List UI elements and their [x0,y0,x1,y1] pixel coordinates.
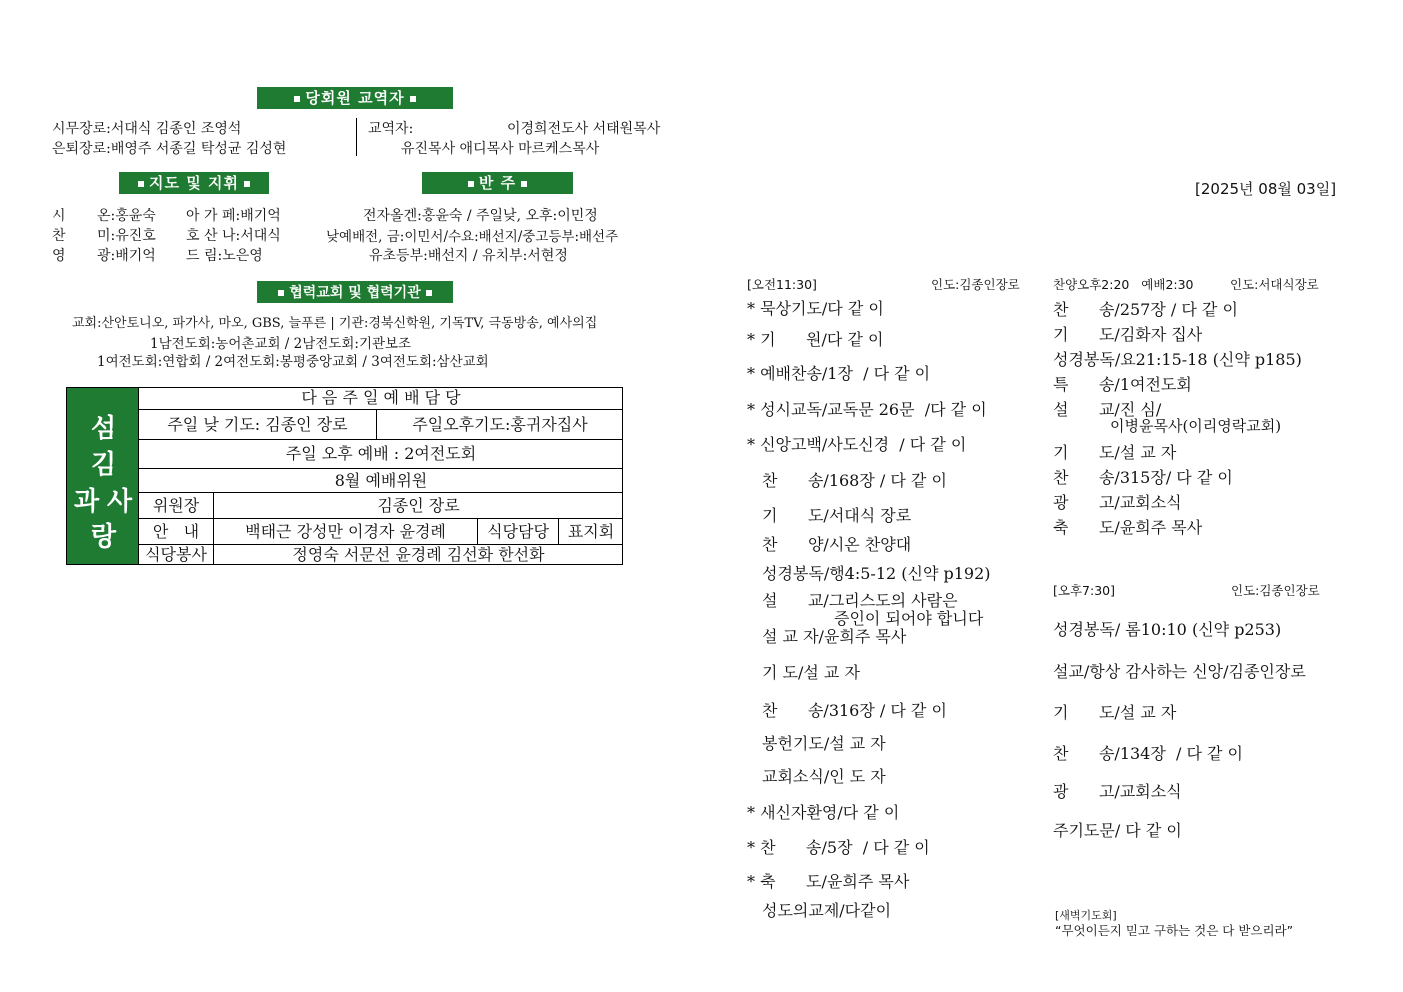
evening-item: 설교/항상 감사하는 신앙/김종인장로 [1053,662,1306,681]
afternoon-item: 기 도/설 교 자 [1053,443,1177,462]
evening-item: 찬 송/134장 / 다 같 이 [1053,744,1244,763]
ministers-label: 교역자: [368,121,414,137]
afternoon-item: 찬 송/257장 / 다 같 이 [1053,300,1238,319]
guide-label: 안 내 [138,518,213,544]
bulletin-date: [2025년 08월 03일] [1195,180,1337,198]
duty-side-label: 섬 김 과 사 랑 [67,388,138,564]
guidance-row-1-c: 아 가 페:배기억 [186,208,281,224]
ministers-line2: 유진목사 애디목사 마르케스목사 [401,141,600,157]
afternoon-item: 기 도/김화자 집사 [1053,325,1203,344]
retired-elders: 은퇴장로:배영주 서종길 탁성균 김성현 [52,141,287,157]
guidance-row-3-a: 영 [52,248,66,264]
guidance-header [119,172,269,194]
morning-item: * 예배찬송/1장 / 다 같 이 [747,364,931,383]
morning-item: 봉헌기도/설 교 자 [762,734,886,753]
morning-item: * 신앙고백/사도신경 / 다 같 이 [747,435,967,454]
morning-item: 성도의교제/다같이 [762,901,892,920]
morning-item: * 새신자환영/다 같 이 [747,803,900,822]
morning-item: * 찬 송/5장 / 다 같 이 [747,838,930,857]
accompany-title: 반 주 [478,174,517,192]
morning-item: 증인이 되어야 합니다 [834,609,984,628]
accompany-line-2: 낮예배전, 금:이민서/수요:배선지/중고등부:배선주 [326,229,619,245]
morning-item: 설 교 자/윤희주 목사 [762,627,907,646]
officers-title: 당회원 교역자 [305,89,405,107]
afternoon-item: 성경봉독/요21:15-18 (신약 p185) [1053,350,1302,369]
morning-item: 교회소식/인 도 자 [762,767,886,786]
morning-item: 성경봉독/행4:5-12 (신약 p192) [762,564,991,583]
afternoon-item: 설 교/진 심/ [1053,400,1162,419]
morning-time: [오전11:30] [747,277,817,292]
dawn-label: [새벽기도회] [1055,909,1117,922]
evening-item: 성경봉독/ 롬10:10 (신약 p253) [1053,620,1282,639]
accompany-header [422,172,573,194]
guidance-row-2-a: 찬 [52,228,66,244]
morning-leader: 인도:김종인장로 [931,277,1020,292]
morning-item: * 축 도/윤희주 목사 [747,872,910,891]
service-label: 식당봉사 [138,544,213,564]
evening-leader: 인도:김종인장로 [1231,583,1320,598]
guidance-row-2-b: 미:유진호 [97,228,156,244]
evening-item: 광 고/교회소식 [1053,782,1182,801]
evening-time: [오후7:30] [1053,583,1115,598]
partners-line-2: 1남전도회:농어촌교회 / 2남전도회:기관보조 [150,336,412,352]
afternoon-leader: 인도:서대식장로 [1230,277,1319,292]
committee-title: 8월 예배위원 [138,468,623,492]
service-names: 정영숙 서문선 윤경례 김선화 한선화 [213,544,623,564]
afternoon-item: 특 송/1여전도회 [1053,375,1192,394]
partners-title: 협력교회 및 협력기관 [289,285,421,301]
guidance-row-1-a: 시 [52,208,66,224]
officers-divider [356,118,357,156]
morning-item: 기 도/설 교 자 [762,663,860,682]
guide-names: 백태근 강성만 이경자 윤경례 [213,518,477,544]
afternoon-prayer: 주일오후기도:홍귀자집사 [376,409,623,439]
morning-item: 찬 송/316장 / 다 같 이 [762,701,947,720]
dawn-verse: “무엇이든지 믿고 구하는 것은 다 받으리라” [1055,923,1294,938]
bulletin-label: 표지회 [558,518,623,544]
afternoon-service: 주일 오후 예배 : 2여전도회 [138,439,623,468]
partners-line-1: 교회:산안토니오, 파가사, 마오, GBS, 늘푸른 | 기관:경북신학원, 기독TV, 극동방송, 예사의집 [72,316,598,331]
morning-item: 찬 양/시온 찬양대 [762,535,912,554]
afternoon-item: 축 도/윤희주 목사 [1053,518,1203,537]
guidance-title: 지도 및 지휘 [149,174,239,192]
guidance-row-3-c: 드 림:노은영 [186,248,263,264]
morning-item: 찬 송/168장 / 다 같 이 [762,471,947,490]
afternoon-item: 이병윤목사(이리영락교회) [1110,417,1282,435]
evening-item: 기 도/설 교 자 [1053,703,1177,722]
morning-item: * 묵상기도/다 같 이 [747,299,884,318]
afternoon-item: 광 고/교회소식 [1053,493,1182,512]
morning-item: 기 도/서대식 장로 [762,506,912,525]
guidance-row-1-b: 온:홍윤숙 [97,208,156,224]
morning-item: * 성시교독/교독문 26문 /다 같 이 [747,400,987,419]
morning-prayer: 주일 낮 기도: 김종인 장로 [138,409,376,439]
partners-header [257,281,453,303]
kitchen-label: 식당담당 [477,518,558,544]
accompany-line-3: 유초등부:배선지 / 유치부:서현정 [369,248,568,264]
active-elders: 시무장로:서대식 김종인 조영석 [52,121,242,137]
afternoon-time: 찬양오후2:20 예배2:30 [1053,277,1194,292]
afternoon-item: 찬 송/315장/ 다 같 이 [1053,468,1233,487]
ministers-line1: 이경희전도사 서태원목사 [507,121,661,137]
evening-item: 주기도문/ 다 같 이 [1053,821,1182,840]
duty-table [66,387,623,565]
morning-item: * 기 원/다 같 이 [747,330,884,349]
next-week-title: 다 음 주 일 예 배 담 당 [138,388,623,409]
officers-header [257,87,453,109]
guidance-row-3-b: 광:배기억 [97,248,156,264]
guidance-row-2-c: 호 산 나:서대식 [186,228,281,244]
chair-name: 김종인 장로 [213,492,623,518]
chair-label: 위원장 [138,492,213,518]
morning-item: 설 교/그리스도의 사람은 [762,591,958,610]
accompany-line-1: 전자올겐:홍윤숙 / 주일낮, 오후:이민정 [363,208,598,224]
partners-line-3: 1여전도회:연합회 / 2여전도회:봉평중앙교회 / 3여전도회:삼산교회 [97,354,489,370]
